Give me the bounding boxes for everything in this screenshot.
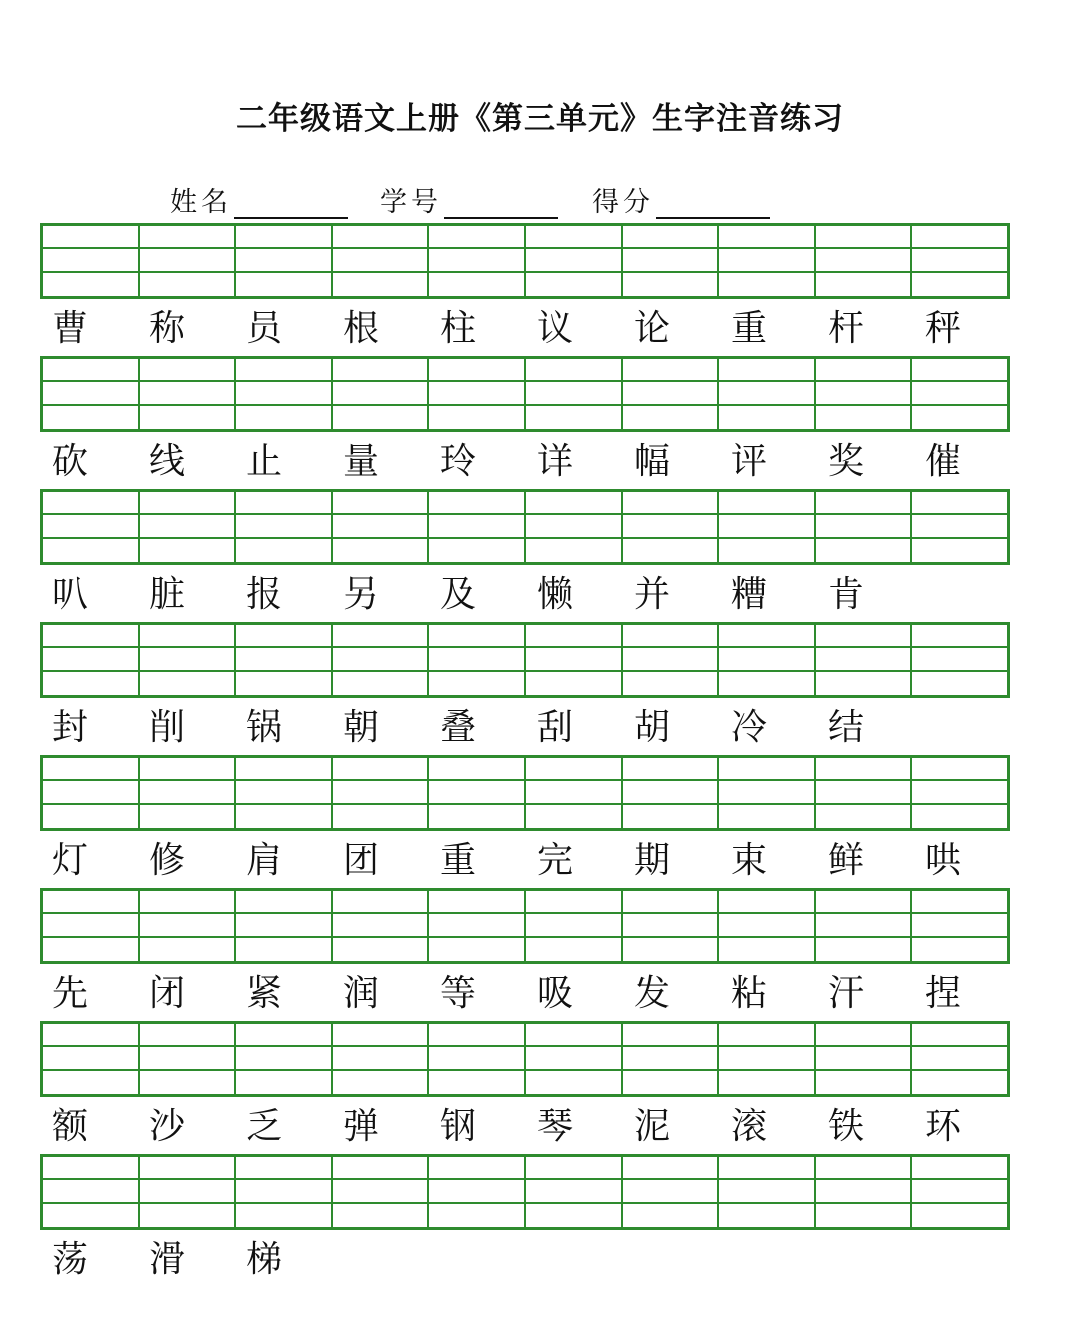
pinyin-grid [40, 755, 1010, 831]
hanzi-character: 重 [731, 308, 768, 349]
hanzi-character: 称 [149, 308, 186, 349]
hanzi-character: 钢 [440, 1106, 477, 1147]
hanzi-character: 泥 [634, 1106, 671, 1147]
pinyin-cell[interactable] [816, 758, 913, 828]
pinyin-cell[interactable] [43, 1157, 140, 1227]
pinyin-cell[interactable] [526, 1157, 623, 1227]
hanzi-character: 肩 [246, 840, 283, 881]
name-field[interactable] [170, 180, 348, 219]
pinyin-cell[interactable] [236, 226, 333, 296]
hanzi-character: 叭 [52, 574, 89, 615]
pinyin-grid [40, 1154, 1010, 1230]
pinyin-cell[interactable] [333, 891, 430, 961]
pinyin-cell[interactable] [236, 625, 333, 695]
hanzi-character: 朝 [343, 707, 380, 748]
hanzi-character: 环 [925, 1106, 962, 1147]
page-title: 二年级语文上册《第三单元》生字注音练习 [236, 101, 844, 137]
hanzi-character: 修 [149, 840, 186, 881]
student-info [0, 180, 1080, 220]
character-row [40, 569, 1010, 621]
pinyin-cell[interactable] [526, 492, 623, 562]
pinyin-cell[interactable] [236, 492, 333, 562]
pinyin-cell[interactable] [719, 625, 816, 695]
hanzi-character: 及 [440, 574, 477, 615]
hanzi-character: 紧 [246, 973, 283, 1014]
hanzi-character: 线 [149, 441, 186, 482]
hanzi-character: 封 [52, 707, 89, 748]
hanzi-character: 并 [634, 574, 671, 615]
hanzi-character: 灯 [52, 840, 89, 881]
pinyin-grid [40, 223, 1010, 299]
pinyin-cell[interactable] [912, 891, 1007, 961]
hanzi-character: 胡 [634, 707, 671, 748]
pinyin-cell[interactable] [719, 359, 816, 429]
hanzi-character: 脏 [149, 574, 186, 615]
pinyin-cell[interactable] [912, 625, 1007, 695]
pinyin-cell[interactable] [140, 492, 237, 562]
character-row [40, 1101, 1010, 1153]
hanzi-character [525, 1234, 622, 1286]
hanzi-character: 幅 [634, 441, 671, 482]
hanzi-character: 糟 [731, 574, 768, 615]
score-blank[interactable] [656, 189, 770, 219]
hanzi-character: 汗 [828, 973, 865, 1014]
pinyin-cell[interactable] [140, 625, 237, 695]
hanzi-character: 乏 [246, 1106, 283, 1147]
hanzi-character: 粘 [731, 973, 768, 1014]
hanzi-character: 量 [343, 441, 380, 482]
character-row [40, 436, 1010, 488]
pinyin-cell[interactable] [912, 492, 1007, 562]
pinyin-cell[interactable] [429, 1024, 526, 1094]
hanzi-character: 滚 [731, 1106, 768, 1147]
pinyin-cell[interactable] [816, 492, 913, 562]
hanzi-character: 沙 [149, 1106, 186, 1147]
hanzi-character [913, 569, 1010, 621]
hanzi-character: 额 [52, 1106, 89, 1147]
pinyin-cell[interactable] [429, 359, 526, 429]
pinyin-cell[interactable] [43, 226, 140, 296]
score-label: 得分 [592, 187, 654, 218]
pinyin-cell[interactable] [140, 1157, 237, 1227]
hanzi-character: 闭 [149, 973, 186, 1014]
hanzi-character: 刮 [537, 707, 574, 748]
hanzi-character [913, 1234, 1010, 1286]
pinyin-cell[interactable] [43, 758, 140, 828]
hanzi-character: 报 [246, 574, 283, 615]
pinyin-grid [40, 622, 1010, 698]
hanzi-character: 荡 [52, 1239, 89, 1280]
pinyin-cell[interactable] [526, 891, 623, 961]
pinyin-cell[interactable] [526, 226, 623, 296]
hanzi-character: 哄 [925, 840, 962, 881]
pinyin-cell[interactable] [236, 1024, 333, 1094]
hanzi-character: 议 [537, 308, 574, 349]
pinyin-cell[interactable] [429, 492, 526, 562]
hanzi-character: 止 [246, 441, 283, 482]
hanzi-character: 叠 [440, 707, 477, 748]
pinyin-cell[interactable] [912, 1024, 1007, 1094]
hanzi-character: 重 [440, 840, 477, 881]
hanzi-character: 曹 [52, 308, 89, 349]
pinyin-cell[interactable] [526, 625, 623, 695]
name-label: 姓名 [170, 187, 232, 218]
pinyin-cell[interactable] [140, 359, 237, 429]
pinyin-cell[interactable] [429, 891, 526, 961]
pinyin-cell[interactable] [816, 625, 913, 695]
pinyin-cell[interactable] [333, 1024, 430, 1094]
hanzi-character: 秤 [925, 308, 962, 349]
pinyin-cell[interactable] [816, 1024, 913, 1094]
pinyin-cell[interactable] [333, 758, 430, 828]
hanzi-character: 先 [52, 973, 89, 1014]
pinyin-grid [40, 1021, 1010, 1097]
pinyin-cell[interactable] [43, 891, 140, 961]
hanzi-character [719, 1234, 816, 1286]
pinyin-cell[interactable] [816, 891, 913, 961]
hanzi-character [428, 1234, 525, 1286]
pinyin-cell[interactable] [236, 359, 333, 429]
hanzi-character [816, 1234, 913, 1286]
hanzi-character: 束 [731, 840, 768, 881]
hanzi-character: 冷 [731, 707, 768, 748]
pinyin-cell[interactable] [816, 359, 913, 429]
hanzi-character [331, 1234, 428, 1286]
score-field[interactable] [592, 180, 770, 219]
hanzi-character: 锅 [246, 707, 283, 748]
character-row [40, 1234, 1010, 1286]
pinyin-cell[interactable] [43, 625, 140, 695]
hanzi-character: 梯 [246, 1239, 283, 1280]
hanzi-character: 润 [343, 973, 380, 1014]
pinyin-cell[interactable] [816, 226, 913, 296]
hanzi-character: 员 [246, 308, 283, 349]
hanzi-character: 柱 [440, 308, 477, 349]
pinyin-cell[interactable] [912, 359, 1007, 429]
pinyin-cell[interactable] [140, 1024, 237, 1094]
pinyin-cell[interactable] [623, 758, 720, 828]
name-blank[interactable] [234, 189, 348, 219]
pinyin-cell[interactable] [912, 758, 1007, 828]
hanzi-character: 砍 [52, 441, 89, 482]
hanzi-character: 发 [634, 973, 671, 1014]
hanzi-character: 琴 [537, 1106, 574, 1147]
hanzi-character: 捏 [925, 973, 962, 1014]
hanzi-character: 吸 [537, 973, 574, 1014]
hanzi-character [913, 702, 1010, 754]
pinyin-cell[interactable] [623, 492, 720, 562]
student-id-field[interactable] [380, 180, 558, 219]
hanzi-character: 催 [925, 441, 962, 482]
hanzi-character: 玲 [440, 441, 477, 482]
pinyin-cell[interactable] [526, 758, 623, 828]
pinyin-cell[interactable] [623, 891, 720, 961]
pinyin-cell[interactable] [333, 226, 430, 296]
pinyin-cell[interactable] [429, 1157, 526, 1227]
hanzi-character: 根 [343, 308, 380, 349]
hanzi-character: 论 [634, 308, 671, 349]
pinyin-cell[interactable] [43, 492, 140, 562]
hanzi-character: 详 [537, 441, 574, 482]
hanzi-character: 奖 [828, 441, 865, 482]
pinyin-grid [40, 489, 1010, 565]
pinyin-grid [40, 888, 1010, 964]
pinyin-cell[interactable] [333, 625, 430, 695]
hanzi-character: 完 [537, 840, 574, 881]
pinyin-cell[interactable] [140, 226, 237, 296]
pinyin-cell[interactable] [912, 1157, 1007, 1227]
pinyin-cell[interactable] [719, 758, 816, 828]
hanzi-character [622, 1234, 719, 1286]
pinyin-cell[interactable] [333, 1157, 430, 1227]
character-row [40, 835, 1010, 887]
pinyin-cell[interactable] [429, 226, 526, 296]
pinyin-cell[interactable] [429, 758, 526, 828]
hanzi-character: 另 [343, 574, 380, 615]
hanzi-character: 滑 [149, 1239, 186, 1280]
hanzi-character: 懒 [537, 574, 574, 615]
character-row [40, 968, 1010, 1020]
pinyin-cell[interactable] [526, 1024, 623, 1094]
hanzi-character: 评 [731, 441, 768, 482]
pinyin-cell[interactable] [719, 1024, 816, 1094]
hanzi-character: 削 [149, 707, 186, 748]
pinyin-cell[interactable] [623, 359, 720, 429]
pinyin-cell[interactable] [140, 891, 237, 961]
hanzi-character: 期 [634, 840, 671, 881]
pinyin-cell[interactable] [719, 891, 816, 961]
pinyin-cell[interactable] [719, 226, 816, 296]
pinyin-cell[interactable] [623, 1024, 720, 1094]
pinyin-cell[interactable] [236, 758, 333, 828]
pinyin-cell[interactable] [719, 1157, 816, 1227]
pinyin-cell[interactable] [429, 625, 526, 695]
pinyin-cell[interactable] [236, 1157, 333, 1227]
pinyin-cell[interactable] [623, 1157, 720, 1227]
pinyin-cell[interactable] [623, 226, 720, 296]
pinyin-cell[interactable] [623, 625, 720, 695]
hanzi-character: 肯 [828, 574, 865, 615]
pinyin-cell[interactable] [719, 492, 816, 562]
hanzi-character: 弹 [343, 1106, 380, 1147]
pinyin-cell[interactable] [140, 758, 237, 828]
pinyin-cell[interactable] [43, 1024, 140, 1094]
hanzi-character: 等 [440, 973, 477, 1014]
student-id-blank[interactable] [444, 189, 558, 219]
pinyin-grid [40, 356, 1010, 432]
pinyin-cell[interactable] [236, 891, 333, 961]
character-row [40, 303, 1010, 355]
character-row [40, 702, 1010, 754]
student-id-label: 学号 [380, 187, 442, 218]
hanzi-character: 结 [828, 707, 865, 748]
hanzi-character: 团 [343, 840, 380, 881]
hanzi-character: 鲜 [828, 840, 865, 881]
pinyin-cell[interactable] [816, 1157, 913, 1227]
hanzi-character: 铁 [828, 1106, 865, 1147]
pinyin-cell[interactable] [333, 359, 430, 429]
hanzi-character: 杆 [828, 308, 865, 349]
pinyin-cell[interactable] [43, 359, 140, 429]
pinyin-cell[interactable] [526, 359, 623, 429]
pinyin-cell[interactable] [333, 492, 430, 562]
pinyin-cell[interactable] [912, 226, 1007, 296]
